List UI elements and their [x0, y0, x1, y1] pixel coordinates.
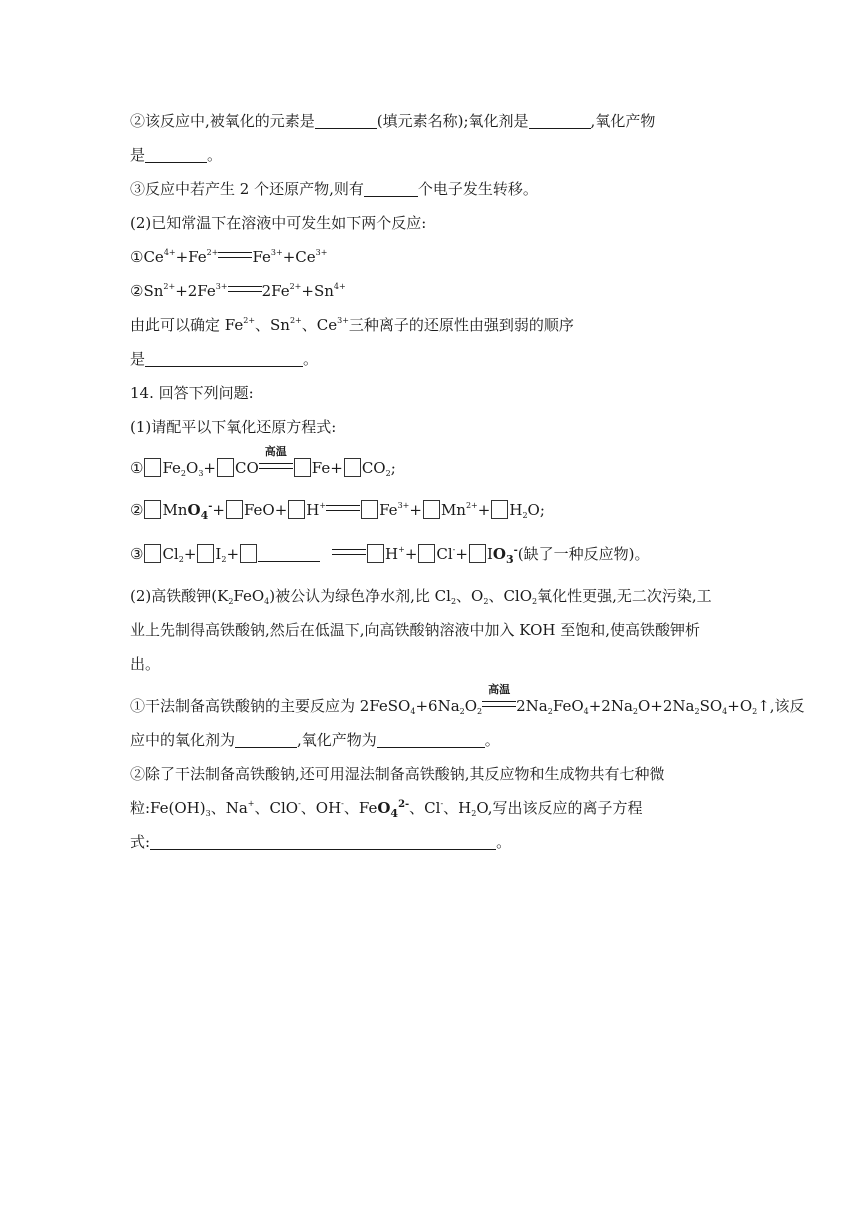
text: 。 — [303, 350, 319, 368]
text: +2Fe — [175, 282, 216, 300]
text: I — [215, 545, 222, 563]
coefficient-box[interactable] — [423, 500, 440, 519]
text: O — [464, 697, 478, 715]
text: 三种离子的还原性由强到弱的顺序 — [348, 316, 574, 334]
wet-method-line3 — [130, 832, 770, 852]
subscript: 2 — [483, 597, 489, 606]
text: Mn — [440, 501, 466, 519]
text: Fe — [252, 248, 271, 266]
subscript: 4 — [410, 707, 416, 716]
answer-blank[interactable] — [145, 148, 207, 163]
text: + — [404, 545, 418, 563]
text: Fe — [379, 501, 398, 519]
q13-section2 — [130, 213, 770, 233]
wet-method-line1 — [130, 764, 770, 784]
text: ② — [130, 282, 144, 300]
subscript: 2 — [477, 707, 483, 716]
text: 、Cl — [409, 799, 441, 817]
text: ; — [390, 459, 396, 477]
text: (1)请配平以下氧化还原方程式: — [130, 418, 337, 436]
subscript: 2 — [450, 597, 457, 606]
text: Fe — [162, 459, 181, 477]
ferrate-ion — [377, 798, 409, 821]
charge: 2+ — [206, 248, 219, 257]
text: SO — [699, 697, 723, 715]
text: + — [455, 545, 468, 563]
text: FeO+ — [243, 501, 288, 519]
charge: 4+ — [163, 248, 176, 257]
charge: 3+ — [270, 248, 283, 257]
text: (2)已知常温下在溶液中可发生如下两个反应: — [130, 214, 427, 232]
text: 、Sn — [255, 316, 290, 334]
q13-part2-line1 — [130, 111, 770, 131]
coefficient-box[interactable] — [344, 458, 361, 477]
subscript: 2 — [532, 597, 538, 606]
subscript: 2 — [471, 809, 477, 818]
coefficient-box[interactable] — [294, 458, 311, 477]
equals-sign — [228, 281, 262, 301]
text: 、ClO — [254, 799, 299, 817]
text: Cl — [436, 545, 453, 563]
coefficient-box[interactable] — [144, 458, 161, 477]
subscript: 2 — [180, 469, 187, 478]
text: +O — [727, 697, 753, 715]
charge: 2- — [398, 799, 410, 810]
text: H — [509, 501, 523, 519]
equals-sign — [332, 544, 366, 564]
text: Mn — [162, 501, 188, 519]
text: + — [226, 545, 240, 563]
answer-blank[interactable] — [529, 114, 591, 129]
subscript: 3 — [205, 809, 211, 818]
text: ③反应中若产生 2 个还原产物,则有 — [130, 180, 364, 198]
coefficient-box[interactable] — [226, 500, 243, 519]
equation-2 — [130, 500, 770, 523]
subscript: 2 — [694, 707, 700, 716]
text: + — [183, 545, 197, 563]
answer-blank[interactable] — [235, 733, 297, 748]
charge: + — [398, 545, 405, 554]
text: ① — [130, 459, 144, 477]
text: +2Na — [588, 697, 633, 715]
subscript: 2 — [632, 707, 638, 716]
subscript: 2 — [547, 707, 553, 716]
text: +Fe — [175, 248, 207, 266]
subscript: 2 — [522, 511, 528, 520]
charge: - — [452, 545, 456, 554]
text: 业上先制得高铁酸钠,然后在低温下,向高铁酸钠溶液中加入 KOH 至饱和,使高铁酸钾析 — [130, 621, 701, 639]
text: + — [212, 501, 225, 519]
charge: - — [341, 799, 344, 808]
q13-part2-line2 — [130, 145, 770, 165]
text: 、H — [443, 799, 472, 817]
text: FeO — [233, 587, 265, 605]
subscript: 2 — [459, 707, 465, 716]
subscript: 2 — [178, 555, 184, 564]
text: ②除了干法制备高铁酸钠,还可用湿法制备高铁酸钠,其反应物和生成物共有七种微 — [130, 765, 665, 783]
text: H — [306, 501, 320, 519]
text: 是 — [130, 350, 146, 368]
answer-blank[interactable] — [315, 114, 377, 129]
text: O — [187, 501, 201, 519]
text: O — [527, 501, 540, 519]
subscript: 4 — [722, 707, 728, 716]
subscript: 2 — [228, 597, 234, 606]
text: ↑,该反 — [757, 697, 805, 715]
charge: - — [298, 799, 301, 808]
text: ②该反应中,被氧化的元素是 — [130, 112, 315, 130]
text: ; — [539, 501, 545, 519]
text: )被公认为绿色净水剂,比 Cl — [269, 587, 451, 605]
subscript: 4 — [200, 509, 209, 522]
question-14-title — [130, 383, 770, 403]
iodate-ion — [493, 544, 518, 567]
text: O,写出该反应的离子方程 — [476, 799, 643, 817]
charge: - — [440, 799, 444, 808]
text: Ce — [143, 248, 164, 266]
text: 、O — [456, 587, 484, 605]
coefficient-box[interactable] — [240, 544, 257, 563]
text: 、Ce — [301, 316, 338, 334]
text: 、OH — [300, 799, 342, 817]
answer-blank[interactable] — [145, 352, 303, 367]
charge: + — [319, 501, 327, 510]
q14-section2-line1 — [130, 586, 770, 606]
text: Cl — [162, 545, 179, 563]
text: (缺了一种反应物)。 — [517, 545, 650, 563]
subscript: 4 — [583, 707, 589, 716]
ionic-equation-blank[interactable] — [150, 835, 496, 850]
coefficient-box[interactable] — [367, 544, 384, 563]
text: + — [477, 501, 491, 519]
equation-1 — [130, 445, 770, 478]
reaction-2 — [130, 281, 770, 301]
text: O — [186, 459, 199, 477]
charge: 2+ — [289, 316, 302, 325]
coefficient-box[interactable] — [144, 500, 161, 519]
charge: 3+ — [215, 282, 228, 291]
subscript: 3 — [505, 553, 514, 566]
text: 由此可以确定 Fe — [130, 316, 244, 334]
coefficient-box[interactable] — [144, 544, 161, 563]
high-temp-equals-sign — [259, 445, 293, 478]
permanganate-ion — [187, 500, 212, 523]
text: 式: — [130, 833, 151, 851]
text: 出。 — [130, 655, 161, 673]
coefficient-box[interactable] — [197, 544, 214, 563]
coefficient-box[interactable] — [217, 458, 234, 477]
text: + — [409, 501, 422, 519]
text: 氧化性更强,无二次污染,工 — [537, 587, 712, 605]
high-temp-equals-sign — [482, 683, 516, 716]
text: 、ClO — [488, 587, 533, 605]
text: +6Na — [415, 697, 460, 715]
q14-section2-line3 — [130, 654, 770, 674]
reducing-order-line1 — [130, 315, 770, 335]
text: (2)高铁酸钾(K — [130, 587, 229, 605]
dry-method-line2 — [130, 730, 770, 750]
text: 。 — [207, 146, 223, 164]
coefficient-box[interactable] — [288, 500, 305, 519]
text: O — [377, 799, 391, 817]
coefficient-box[interactable] — [469, 544, 486, 563]
charge: + — [247, 799, 255, 808]
equals-sign — [326, 500, 360, 520]
equation-3 — [130, 544, 770, 567]
text: ① — [130, 248, 144, 266]
subscript: 4 — [390, 807, 399, 820]
subscript: 4 — [264, 597, 270, 606]
text: CO — [361, 459, 386, 477]
charge: - — [513, 545, 518, 556]
wet-method-line2 — [130, 798, 770, 821]
text: 个电子发生转移。 — [417, 180, 538, 198]
q13-part3 — [130, 179, 770, 199]
text: CO — [235, 459, 259, 477]
text: 14. 回答下列问题: — [130, 384, 254, 402]
text: ② — [130, 501, 144, 519]
reducing-order-line2 — [130, 349, 770, 369]
text: 应中的氧化剂为 — [130, 731, 236, 749]
text: (填元素名称);氧化剂是 — [376, 112, 529, 130]
text: 。 — [484, 731, 500, 749]
charge: - — [208, 501, 213, 512]
text: O+2Na — [638, 697, 695, 715]
answer-blank[interactable] — [364, 182, 418, 197]
text: +Sn — [301, 282, 334, 300]
charge: 2+ — [465, 501, 478, 510]
equals-sign — [218, 247, 252, 267]
charge: 3+ — [397, 501, 410, 510]
charge: 2+ — [289, 282, 302, 291]
text: 2Na — [516, 697, 548, 715]
reaction-1 — [130, 247, 770, 267]
charge: 4+ — [333, 282, 346, 291]
text: FeO — [552, 697, 584, 715]
text: ,氧化产物 — [590, 112, 656, 130]
coefficient-box[interactable] — [361, 500, 378, 519]
text: +Ce — [282, 248, 316, 266]
coefficient-box[interactable] — [491, 500, 508, 519]
subscript: 2 — [221, 555, 227, 564]
text: 是 — [130, 146, 146, 164]
text: 2Fe — [261, 282, 290, 300]
text: 、Fe — [343, 799, 378, 817]
text: H — [385, 545, 399, 563]
missing-reactant-blank[interactable] — [258, 547, 320, 562]
text: ,氧化产物为 — [297, 731, 377, 749]
charge: 3+ — [315, 248, 328, 257]
charge: 2+ — [163, 282, 176, 291]
text: O — [492, 545, 506, 563]
answer-blank[interactable] — [377, 733, 485, 748]
subscript: 3 — [198, 469, 204, 478]
text: 。 — [496, 833, 512, 851]
text: I — [486, 545, 493, 563]
text: 粒:Fe(OH) — [130, 799, 206, 817]
text: + — [203, 459, 216, 477]
subscript: 2 — [385, 469, 391, 478]
dry-method-line1 — [130, 683, 805, 716]
coefficient-box[interactable] — [418, 544, 435, 563]
charge: 3+ — [337, 316, 349, 325]
q14-section2-line2 — [130, 620, 770, 640]
text: ①干法制备高铁酸钠的主要反应为 2FeSO — [130, 697, 411, 715]
text: Fe+ — [311, 459, 343, 477]
condition-label: 高温 — [488, 683, 511, 696]
text: ③ — [130, 545, 144, 563]
condition-label: 高温 — [264, 445, 287, 458]
q14-section1 — [130, 417, 770, 437]
charge: 2+ — [243, 316, 256, 325]
text: Sn — [143, 282, 164, 300]
text: 、Na — [210, 799, 248, 817]
subscript: 2 — [752, 707, 758, 716]
